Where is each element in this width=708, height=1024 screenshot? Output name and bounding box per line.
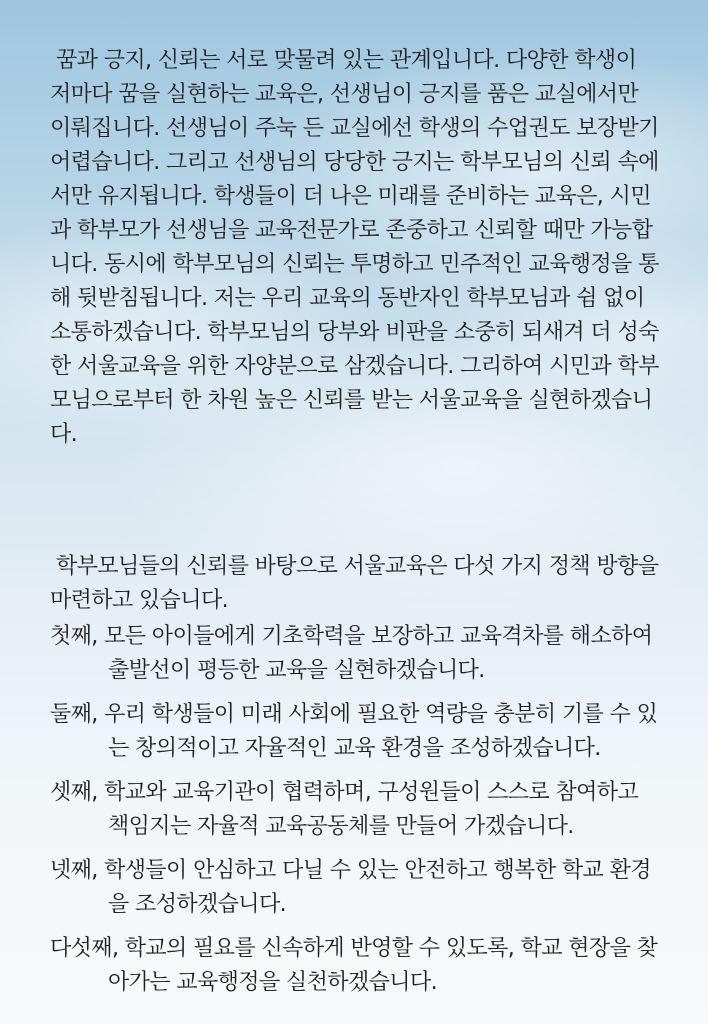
- policy-item-third: 셋째, 학교와 교육기관이 협력하며, 구성원들이 스스로 참여하고 책임지는 자율적 교육공동체를 만들어 가겠습니다.: [50, 780, 639, 839]
- policy-item-first: 첫째, 모든 아이들에게 기초학력을 보장하고 교육격차를 해소하여 출발선이 평등한 교육을 실현하겠습니다.: [50, 624, 653, 683]
- policy-list: [50, 620, 660, 1010]
- policy-item-fifth: 다섯째, 학교의 필요를 신속하게 반영할 수 있도록, 학교 현장을 찾아가는 교육행정을 실천하겠습니다.: [50, 936, 658, 995]
- body-paragraph-policy-intro: 학부모님들의 신뢰를 바탕으로 서울교육은 다섯 가지 정책 방향을 마련하고 있습니다.: [50, 554, 659, 613]
- policy-item-second: 둘째, 우리 학생들이 미래 사회에 필요한 역량을 충분히 기를 수 있는 창의적이고 자율적인 교육 환경을 조성하겠습니다.: [50, 702, 658, 761]
- policy-item-fourth: 넷째, 학생들이 안심하고 다닐 수 있는 안전하고 행복한 학교 환경을 조성하겠습니다.: [50, 858, 651, 917]
- body-paragraph-trust: 꿈과 긍지, 신뢰는 서로 맞물려 있는 관계입니다. 다양한 학생이 저마다 꿈을 실현하는 교육은, 선생님이 긍지를 품은 교실에서만 이뤄집니다. 선생님이 주눅 든 교실에선 학생의 수업권도 보장받기 어렵습니다. 그리고 선생님의 당당한 긍지는 학부모님의 신뢰 속에서만 유지됩니다. 학생들이 더 나은 미래를 준비하는 교육은, 시민과 학부모가 선생님을 교육전문가로 존중하고 신뢰할 때만 가능합니다. 동시에 학부모님의 신뢰는 투명하고 민주적인 교육행정을 통해 뒷받침됩니다. 저는 우리 교육의 동반자인 학부모님과 쉼 없이 소통하겠습니다. 학부모님의 당부와 비판을 소중히 되새겨 더 성숙한 서울교육을 위한 자양분으로 삼겠습니다. 그리하여 시민과 학부모님으로부터 한 차원 높은 신뢰를 받는 서울교육을 실현하겠습니다.: [50, 48, 659, 447]
